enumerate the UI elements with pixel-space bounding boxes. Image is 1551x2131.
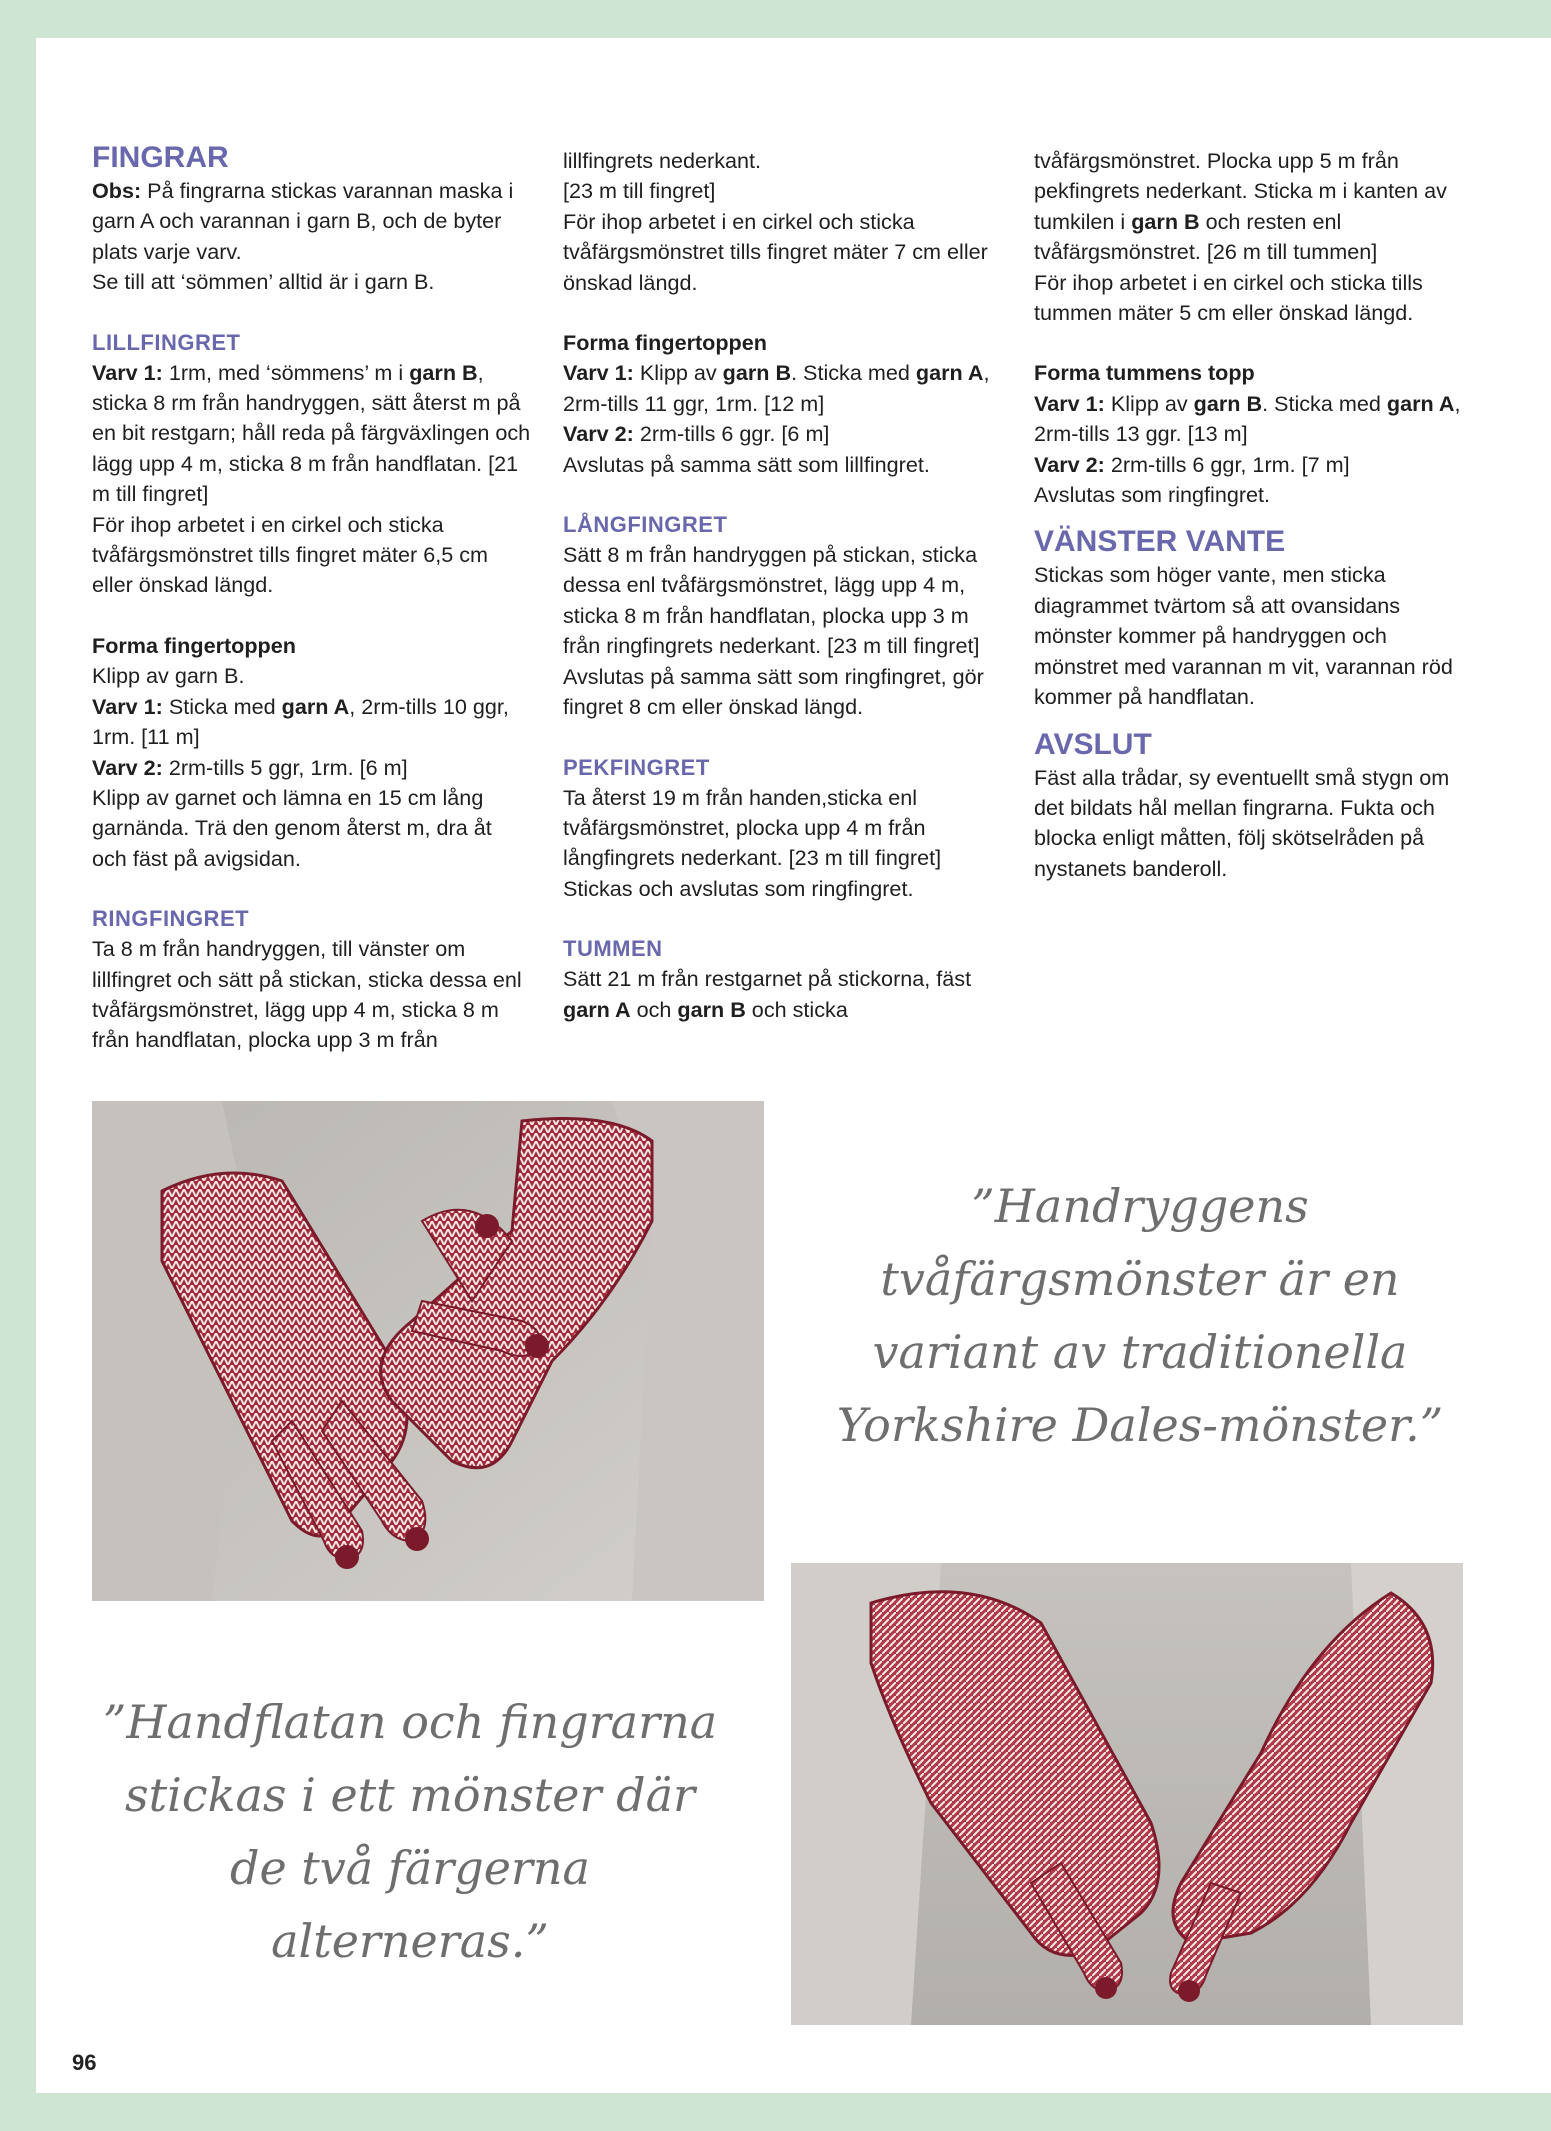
heading-fingrar: FINGRAR — [92, 141, 229, 174]
column-2 — [563, 146, 1003, 1025]
column-3 — [1034, 146, 1474, 884]
heading-lillfingret: LILLFINGRET — [92, 329, 241, 355]
pekfingret-paragraph-2: Stickas och avslutas som ringfingret. — [563, 875, 914, 901]
tumme-avslutas: Avslutas som ringfingret. — [1034, 482, 1271, 508]
heading-forma-tummens-topp: Forma tummens topp — [1034, 360, 1255, 386]
gloves-photo-back — [92, 1101, 764, 1601]
tumme-varv-2: Varv 2: 2rm-tills 6 ggr, 1rm. [7 m] — [1034, 451, 1350, 477]
forma-varv-1: Varv 1: Sticka med garn A, 2rm-tills 10 ggr, 1rm. [11 m] — [92, 693, 509, 750]
obs-paragraph: Obs: På fingrarna stickas varannan maska i garn A och varannan i garn B, och de byter plats varje varv. — [92, 178, 514, 264]
ring-cont: lillfingrets nederkant. — [563, 148, 762, 173]
lillfingret-paragraph: För ihop arbetet i en cirkel och sticka tvåfärgsmönstret tills fingret mäter 6,5 cm eller önskad längd. — [92, 511, 489, 598]
avslutas-text: Avslutas på samma sätt som lillfingret. — [563, 451, 930, 477]
pekfingret-paragraph: Ta återst 19 m från handen,sticka enl tvåfärgsmönstret, plocka upp 4 m från långfingrets nederkant. [23 m till fingret] — [563, 784, 942, 871]
heading-langfingret: LÅNGFINGRET — [563, 512, 728, 538]
langfingret-paragraph: Sätt 8 m från handryggen på stickan, sticka dessa enl tvåfärgsmönstret, lägg upp 4 m, sticka 8 m från handflatan, plocka upp 3 m från ringfingrets nederkant. [23 m till fingret] — [563, 542, 980, 659]
pull-quote-2: ”Handflatan och fingrarna stickas i ett mönster där de två färgerna alterneras.” — [102, 1695, 718, 1968]
heading-avslut: AVSLUT — [1034, 727, 1152, 761]
ringfingret-paragraph: Ta 8 m från handryggen, till vänster om lillfingret och sätt på stickan, sticka dessa enl tvåfärgsmönstret, lägg upp 4 m, sticka 8 m från handflatan, plocka upp 3 m från — [92, 936, 522, 1053]
heading-vanster-vante: VÄNSTER VANTE — [1034, 525, 1286, 559]
ring-paragraph-2: För ihop arbetet i en cirkel och sticka tvåfärgsmönstret tills fingret mäter 7 cm eller önskad längd. — [563, 208, 988, 295]
ring-count: [23 m till fingret] — [563, 178, 716, 204]
tummen-paragraph: Sätt 21 m från restgarnet på stickorna, fäst garn A och garn B och sticka — [563, 966, 972, 1022]
obs-paragraph-2: Se till att ‘sömmen’ alltid är i garn B. — [92, 269, 435, 295]
forma2-varv-1: Varv 1: Klipp av garn B. Sticka med garn A, 2rm-tills 11 ggr, 1rm. [12 m] — [563, 360, 990, 416]
tummen-paragraph-2: För ihop arbetet i en cirkel och sticka tills tummen mäter 5 cm eller önskad längd. — [1034, 269, 1423, 326]
avslut-paragraph: Fäst alla trådar, sy eventuellt små stygn om det bildats hål mellan fingrarna. Fukta och blocka enligt måtten, följ skötselråden på nystanets banderoll. — [1034, 764, 1450, 881]
heading-forma-fingertoppen: Forma fingertoppen — [92, 632, 296, 658]
heading-ringfingret: RINGFINGRET — [92, 906, 250, 932]
forma2-varv-2: Varv 2: 2rm-tills 6 ggr. [6 m] — [563, 421, 830, 447]
klipp-text: Klipp av garn B. — [92, 663, 245, 689]
heading-tummen: TUMMEN — [563, 936, 663, 962]
heading-pekfingret: PEKFINGRET — [563, 754, 710, 780]
langfingret-paragraph-2: Avslutas på samma sätt som ringfingret, gör fingret 8 cm eller önskad längd. — [563, 663, 984, 720]
tummen-cont: tvåfärgsmönstret. Plocka upp 5 m från pekfingrets nederkant. Sticka m i kanten av tumkilen i garn B och resten enl tvåfärgsmönstret. [26 m till tummen] — [1034, 148, 1447, 265]
pull-quote-1: ”Handryggens tvåfärgsmönster är en variant av traditionella Yorkshire Dales-mönster.” — [836, 1179, 1444, 1452]
page-number: 96 — [72, 2050, 97, 2075]
gloves-photo-palm — [791, 1563, 1463, 2025]
vanster-paragraph: Stickas som höger vante, men sticka diagrammet tvärtom så att ovansidans mönster kommer på handryggen och mönstret med varannan m vit, varannan röd kommer på handflatan. — [1034, 562, 1453, 710]
lillfingret-varv-1: Varv 1: 1rm, med ‘sömmens’ m i garn B, sticka 8 rm från handryggen, sätt återst m på en bit restgarn; håll reda på färgväxlingen och lägg upp 4 m, sticka 8 m från handflatan. [21 m till fingret] — [92, 359, 531, 507]
column-1 — [92, 140, 532, 1056]
tumme-varv-1: Varv 1: Klipp av garn B. Sticka med garn A, 2rm-tills 13 ggr. [13 m] — [1034, 390, 1461, 447]
klipp-paragraph: Klipp av garnet och lämna en 15 cm lång garnända. Trä den genom återst m, dra åt och fäst på avigsidan. — [92, 784, 492, 871]
forma-varv-2: Varv 2: 2rm-tills 5 ggr, 1rm. [6 m] — [92, 754, 408, 780]
heading-forma-fingertoppen-2: Forma fingertoppen — [563, 330, 767, 356]
